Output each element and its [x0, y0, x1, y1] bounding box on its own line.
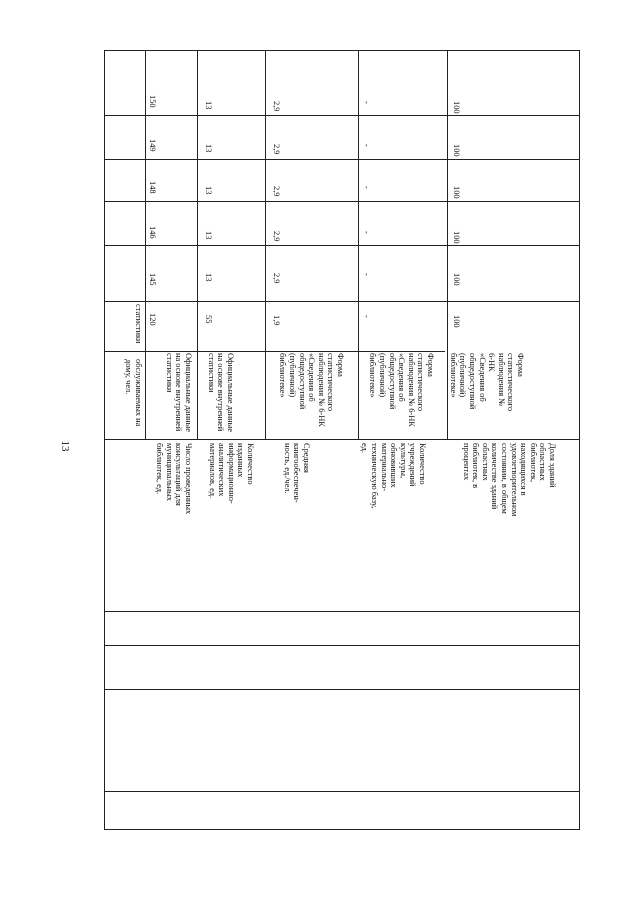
- indicator-text: Доля зданий областных библиотек, находящихся в удовлетворительном состоянии, в общем количестве зданий областных библиотек, в процентах: [461, 443, 557, 517]
- value-cell: 120: [148, 313, 157, 326]
- source-text: Официальные данные на основе внутренней статистики: [206, 353, 235, 432]
- value-cell: 13: [204, 273, 213, 282]
- source-text: Форма статистического наблюдения № 6-НК «Сведения об общедоступной (публичной) библиотеке»: [278, 353, 345, 427]
- value-cell: 2,9: [272, 273, 281, 284]
- value-cell: 2,9: [272, 231, 281, 242]
- source-text: Форма статистического наблюдения № 6-НК «Сведения об общедоступной (публичной) библиотеке»: [448, 353, 525, 412]
- divider: [105, 645, 579, 646]
- divider: [145, 51, 146, 439]
- divider: [105, 689, 579, 690]
- indicator-text: Средняя книгообеспечен- ность, ед./чел.: [282, 443, 311, 503]
- indicator-text: Количество учреждений культуры, обновивших материально- техническую базу, ед.: [360, 443, 427, 509]
- value-cell: 1,9: [272, 315, 281, 326]
- value-cell: 13: [204, 144, 213, 153]
- indicator-text: обслуживаемых на дому, чел.: [124, 359, 143, 427]
- value-cell: 55: [204, 315, 213, 324]
- value-cell: 150: [148, 95, 157, 108]
- source-text: Форма статистического наблюдения № 6-НК «Сведения об общедоступной (публичной) библиотеке»: [368, 353, 435, 427]
- divider: [105, 351, 445, 352]
- value-cell: -: [362, 231, 371, 234]
- value-cell: -: [362, 144, 371, 147]
- value-cell: 100: [452, 186, 461, 199]
- divider: [105, 201, 579, 202]
- value-cell: 100: [452, 315, 461, 328]
- rotated-table: [104, 50, 580, 830]
- value-cell: 148: [148, 181, 157, 194]
- value-cell: 100: [452, 273, 461, 286]
- value-cell: -: [362, 186, 371, 189]
- divider: [105, 245, 579, 246]
- divider: [105, 115, 579, 116]
- divider: [105, 159, 579, 160]
- divider: [105, 301, 579, 302]
- value-cell: 2,9: [272, 186, 281, 197]
- value-cell: 13: [204, 231, 213, 240]
- value-cell: 2,9: [272, 144, 281, 155]
- indicator-text: Число проведенных консультаций для муниципальных библиотек, ед.: [155, 443, 193, 515]
- divider: [105, 611, 579, 612]
- value-cell: 145: [148, 273, 157, 286]
- value-cell: 13: [204, 101, 213, 110]
- divider: [105, 791, 579, 792]
- divider: [358, 51, 359, 439]
- divider: [197, 51, 198, 439]
- value-cell: 100: [452, 144, 461, 157]
- indicator-text: Количество изданных информационно- аналитических материалов, ед.: [207, 443, 255, 504]
- source-text: статистики: [134, 304, 143, 344]
- value-cell: -: [362, 101, 371, 104]
- value-cell: 13: [204, 186, 213, 195]
- divider: [105, 439, 579, 440]
- value-cell: 2,9: [272, 101, 281, 112]
- value-cell: 100: [452, 101, 461, 114]
- source-text: Официальные данные на основе внутренней статистики: [164, 353, 193, 432]
- value-cell: 149: [148, 139, 157, 152]
- value-cell: -: [362, 315, 371, 318]
- value-cell: 100: [452, 231, 461, 244]
- divider: [265, 51, 266, 439]
- page-number: 13: [59, 440, 71, 452]
- value-cell: -: [362, 273, 371, 276]
- value-cell: 146: [148, 226, 157, 239]
